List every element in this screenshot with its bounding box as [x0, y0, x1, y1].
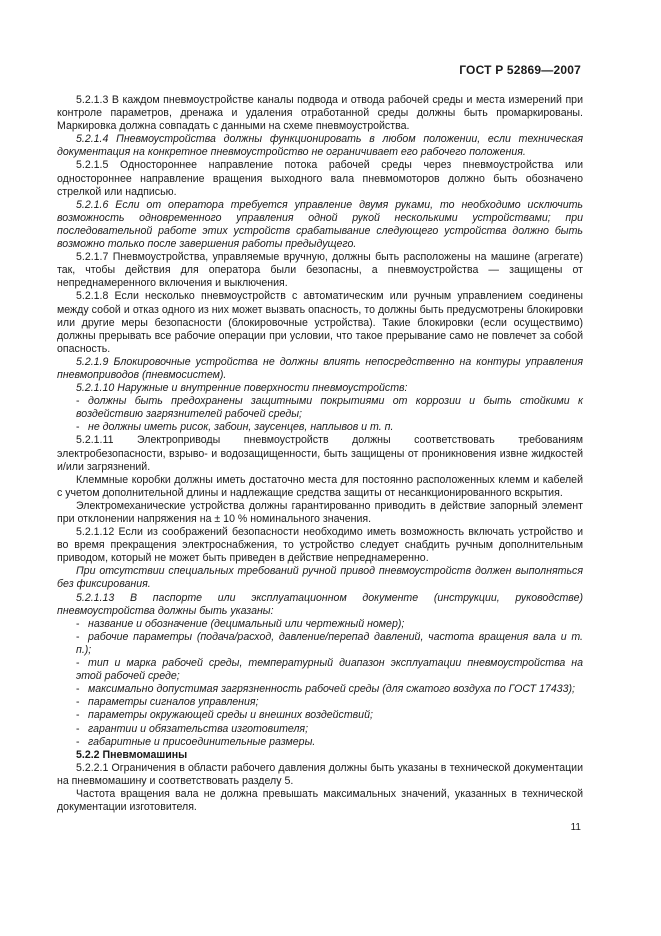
clause-5-2-1-13: 5.2.1.13 В паспорте или эксплуатационном документе (инструкции, руководстве) пневмоустройства должны быть указаны:	[57, 591, 583, 617]
list-dash: -	[76, 421, 80, 434]
list-dash: -	[76, 722, 80, 735]
clause-5-2-1-4: 5.2.1.4 Пневмоустройства должны функционировать в любом положении, если техническая документация на конкретное пневмоустройство не ограничивает его рабочего положения.	[57, 133, 583, 159]
list-dash: -	[76, 696, 80, 709]
list-item: - название и обозначение (децимальный или чертежный номер);	[76, 617, 405, 630]
clause-5-2-1-3: 5.2.1.3 В каждом пневмоустройстве каналы подвода и отвода рабочей среды и места измерений при контроле параметров, дренажа и удаления отработанной среды должны быть промаркированы. Маркировка должна совпадать с данными на схеме пневмоустройства.	[57, 94, 583, 133]
clause-5-2-1-6: 5.2.1.6 Если от оператора требуется управление двумя руками, то необходимо исключить возможность одновременного управления одной рукой несколькими устройствами; при последовательной работе этих устройств срабатывание следующего устройства должно быть возможно только после завершения работы предыдущего.	[57, 198, 583, 251]
clause-5-2-1-5: 5.2.1.5 Одностороннее направление потока рабочей среды через пневмоустройства или одностороннее направление вращения выходного вала пневмомоторов должно быть обозначено стрелкой или надписью.	[57, 159, 583, 198]
list-item: - тип и марка рабочей среды, температурный диапазон эксплуатации пневмоустройства на этой рабочей среде;	[76, 657, 583, 683]
clause-5-2-2-1: 5.2.2.1 Ограничения в области рабочего давления должны быть указаны в технической документации на пневмомашину и соответствовать разделу 5.	[57, 761, 583, 787]
document-body	[57, 94, 583, 814]
list-dash: -	[76, 630, 80, 643]
list-item: - параметры сигналов управления;	[76, 696, 259, 709]
clause-5-2-1-10: 5.2.1.10 Наружные и внутренние поверхности пневмоустройств:	[76, 382, 408, 395]
clause-5-2-1-7: 5.2.1.7 Пневмоустройства, управляемые вручную, должны быть расположены на машине (агрегате) так, чтобы действия для оператора были безопасны, а пневмоустройства — защищены от непреднамеренного включения и выключения.	[57, 251, 583, 290]
document-code-header: ГОСТ Р 52869—2007	[459, 63, 581, 77]
paragraph-manual-drive: При отсутствии специальных требований ручной привод пневмоустройств должен выполняться без фиксирования.	[57, 565, 583, 591]
list-item: - гарантии и обязательства изготовителя;	[76, 722, 309, 735]
list-dash: -	[76, 395, 80, 408]
clause-5-2-1-9: 5.2.1.9 Блокировочные устройства не должны влиять непосредственно на контуры управления пневмоприводов (пневмосистем).	[57, 355, 583, 381]
paragraph-terminal-boxes: Клеммные коробки должны иметь достаточно места для постоянно расположенных клемм и кабелей с учетом дополнительной длины и надлежащие средства защиты от несанкционированного вскрытия.	[57, 473, 583, 499]
clause-5-2-1-12: 5.2.1.12 Если из соображений безопасности необходимо иметь возможность включать устройство и во время прекращения электроснабжения, то устройство следует снабдить ручным дополнительным приводом, который не может быть приведен в действие непреднамеренно.	[57, 526, 583, 565]
page-number: 11	[570, 822, 581, 833]
clause-5-2-1-8: 5.2.1.8 Если несколько пневмоустройств с автоматическим или ручным управлением соединены между собой и отказ одного из них может вызвать опасность, то должны быть предусмотрены блокировки или другие меры безопасности (блокировочные устройства). Такие блокировки (если осуществимо) должны прерывать все рабочие операции при условии, что такое прерывание само не повлечет за собой опасность.	[57, 290, 583, 355]
section-heading-5-2-2: 5.2.2 Пневмомашины	[76, 748, 188, 761]
list-item: - должны быть предохранены защитными покрытиями от коррозии и быть стойкими к воздействию загрязнителей рабочей среды;	[76, 395, 583, 421]
paragraph-electromechanical: Электромеханические устройства должны гарантированно приводить в действие запорный элемент при отклонении напряжения на ± 10 % номинального значения.	[57, 499, 583, 525]
list-dash: -	[76, 735, 80, 748]
list-item: - рабочие параметры (подача/расход, давление/перепад давлений, частота вращения вала и т. п.);	[76, 630, 583, 656]
list-item: - максимально допустимая загрязненность рабочей среды (для сжатого воздуха по ГОСТ 17433);	[76, 683, 575, 696]
list-item: - габаритные и присоединительные размеры.	[76, 735, 316, 748]
list-item: - не должны иметь рисок, забоин, заусенцев, наплывов и т. п.	[76, 421, 394, 434]
list-dash: -	[76, 709, 80, 722]
list-dash: -	[76, 657, 80, 670]
list-dash: -	[76, 617, 80, 630]
paragraph-shaft-speed: Частота вращения вала не должна превышать максимальных значений, указанных в технической документации изготовителя.	[57, 787, 583, 814]
clause-5-2-1-11: 5.2.1.11 Электроприводы пневмоустройств должны соответствовать требованиям электробезопасности, взрыво- и водозащищенности, быть защищены от проникновения извне жидкостей и/или загрязнений.	[57, 434, 583, 473]
list-item: - параметры окружающей среды и внешних воздействий;	[76, 709, 373, 722]
list-dash: -	[76, 683, 80, 696]
